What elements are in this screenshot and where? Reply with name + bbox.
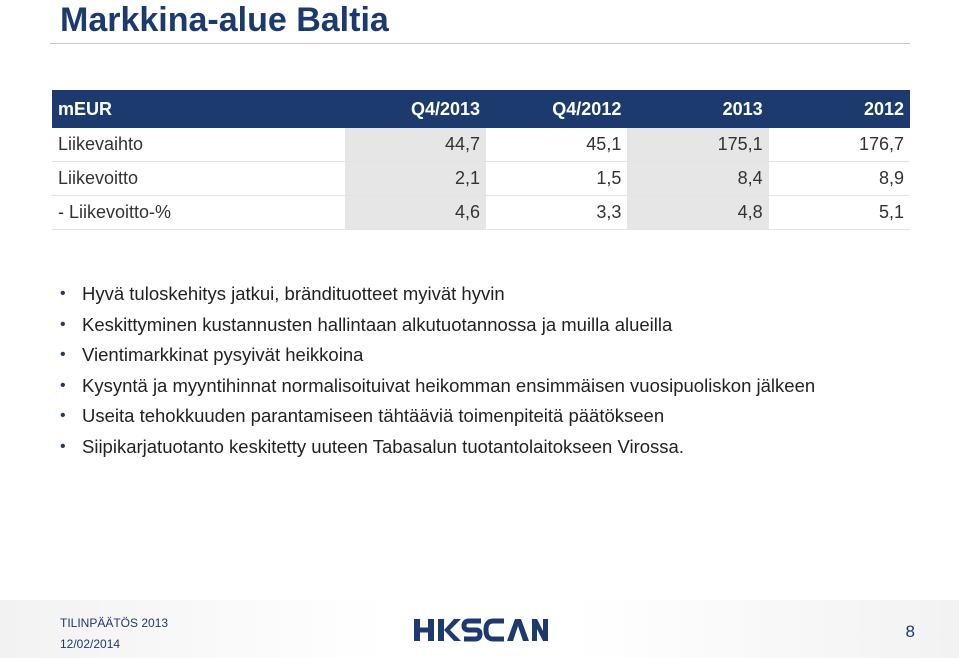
- slide-title: Markkina-alue Baltia: [60, 1, 389, 39]
- table-cell: 1,5: [486, 162, 627, 196]
- table-cell: 4,6: [345, 196, 486, 230]
- bullet-dot: •: [60, 437, 66, 455]
- bullet-dot: •: [60, 376, 66, 394]
- table-cell: 175,1: [627, 128, 768, 162]
- table-header-row: [52, 90, 910, 128]
- bullet-item: • Keskittyminen kustannusten hallintaan alkutuotannossa ja muilla alueilla: [60, 313, 673, 335]
- table-cell: 44,7: [345, 128, 486, 162]
- table-cell: 2,1: [345, 162, 486, 196]
- bullet-dot: •: [60, 346, 66, 363]
- slide-footer: [0, 600, 959, 658]
- row-label: Liikevaihto: [52, 128, 345, 162]
- row-label: - Liikevoitto-%: [52, 196, 345, 230]
- table-row: [52, 128, 910, 162]
- bullet-item: • Hyvä tuloskehitys jatkui, brändituotteet myivät hyvin: [60, 283, 505, 304]
- table-cell: 8,9: [769, 162, 910, 196]
- table-cell: 4,8: [627, 196, 768, 230]
- header-q4-2012: Q4/2012: [486, 90, 627, 128]
- table-row: [52, 162, 910, 196]
- table-cell: 3,3: [486, 196, 627, 230]
- hkscan-logo: [414, 617, 548, 643]
- bullet-list: [60, 282, 920, 465]
- page-number: 8: [905, 622, 915, 641]
- financials-table: [52, 90, 910, 230]
- title-divider: [50, 43, 910, 44]
- table-cell: 8,4: [627, 162, 768, 196]
- table-cell: 176,7: [769, 128, 910, 162]
- bullet-dot: •: [60, 285, 66, 302]
- bullet-item: • Kysyntä ja myyntihinnat normalisoituivat heikomman ensimmäisen vuosipuoliskon jälkeen: [60, 374, 816, 396]
- bullet-item: • Vientimarkkinat pysyivät heikkoina: [60, 344, 364, 365]
- bullet-item: • Useita tehokkuuden parantamiseen tähtääviä toimenpiteitä päätökseen: [60, 405, 665, 426]
- footer-date: 12/02/2014: [60, 637, 121, 651]
- footer-label: TILINPÄÄTÖS 2013: [60, 616, 169, 630]
- row-label: Liikevoitto: [52, 162, 345, 196]
- header-2012: 2012: [769, 90, 910, 128]
- header-2013: 2013: [627, 90, 768, 128]
- header-q4-2013: Q4/2013: [345, 90, 486, 128]
- header-unit: mEUR: [52, 90, 345, 128]
- table-row: [52, 196, 910, 230]
- bullet-item: • Siipikarjatuotanto keskitetty uuteen Tabasalun tuotantolaitokseen Virossa.: [60, 435, 684, 457]
- table-cell: 5,1: [769, 196, 910, 230]
- bullet-dot: •: [60, 315, 66, 333]
- table-cell: 45,1: [486, 128, 627, 162]
- bullet-dot: •: [60, 407, 66, 424]
